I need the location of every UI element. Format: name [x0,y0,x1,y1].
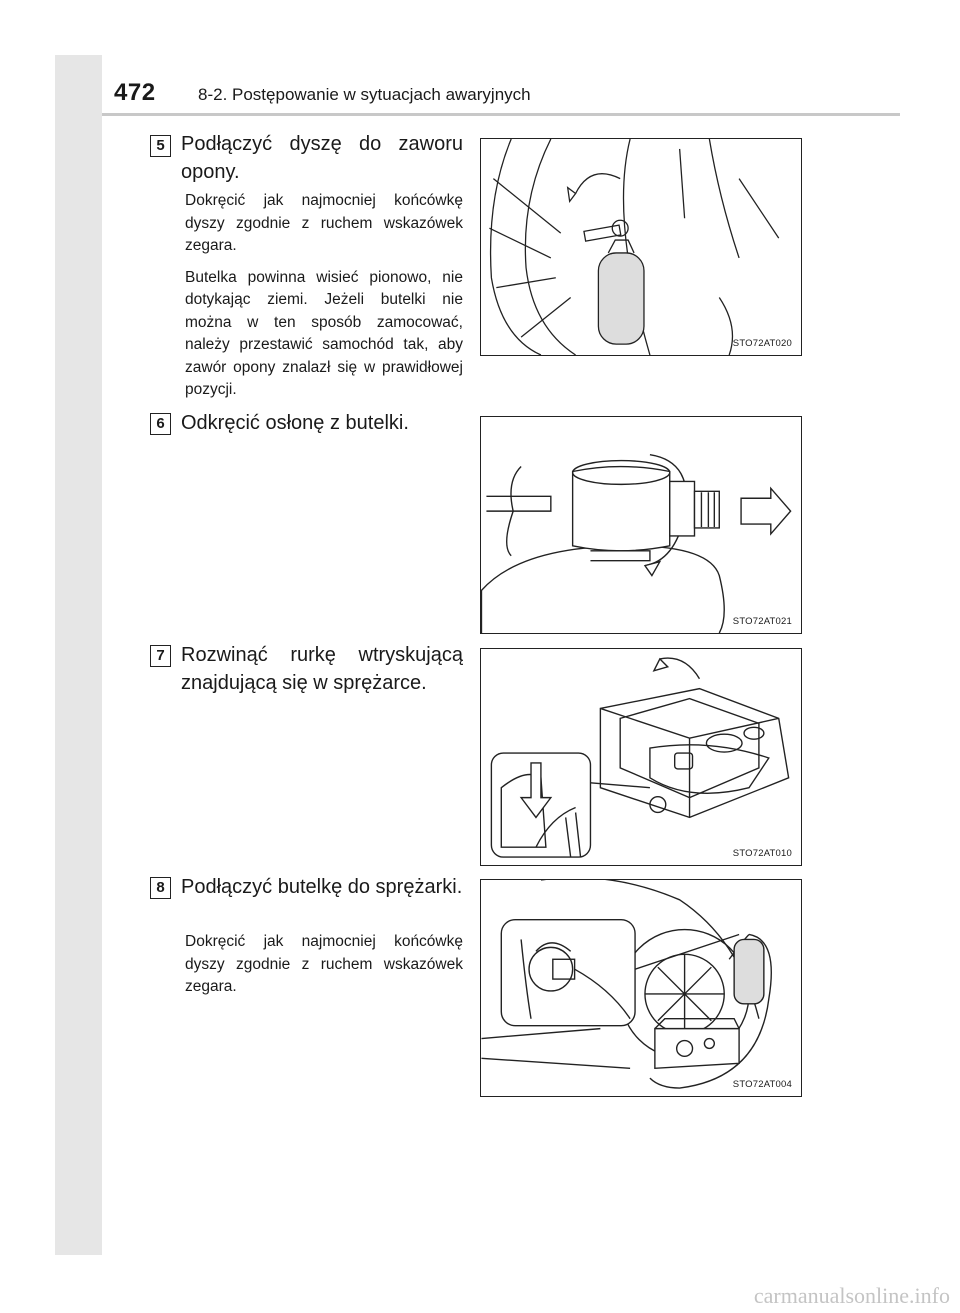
step-number-8: 8 [150,877,171,899]
step-number-7: 7 [150,645,171,667]
illustration-code: STO72AT020 [732,338,792,349]
chapter-title: 8-2. Postępowanie w sytuacjach awaryjnych [198,85,531,104]
step-5-paragraph: Dokręcić jak najmocniej końcówkę dyszy zgodnie z ruchem wskazówek zegara. [185,192,463,254]
compressor-tube-illustration [481,649,801,865]
illustration-code: STO72AT021 [732,616,792,627]
illustration-valve-nozzle [480,138,802,356]
step-8-paragraph: Dokręcić jak najmocniej końcówkę dyszy zgodnie z ruchem wskazówek zegara. [185,933,463,995]
step-8-title: Podłączyć butelkę do sprężarki. [181,876,463,898]
page-number: 472 [114,79,156,106]
step-5-title: Podłączyć dyszę do zaworu opony. [181,133,463,183]
step-5-body [185,190,463,411]
step-8-body [185,931,463,1008]
page-header [102,75,900,116]
illustration-bottle-compressor [480,879,802,1097]
step-5-paragraph: Butelka powinna wisieć pionowo, nie dotykając ziemi. Jeżeli butelki nie można w ten sposób zamocować, należy przestawić samochód tak, aby zawór opony znalazł się w prawidłowej pozycji. [185,268,463,398]
illustration-compressor-tube [480,648,802,866]
bottle-compressor-illustration [481,880,801,1096]
step-6-title: Odkręcić osłonę z butelki. [181,412,409,434]
step-7-title: Rozwinąć rurkę wtryskującą znajdującą się w sprężarce. [181,644,463,694]
bottle-cap-illustration [481,417,801,633]
step-number-6: 6 [150,413,171,435]
illustration-code: STO72AT010 [732,848,792,859]
step-number-5: 5 [150,135,171,157]
illustration-code: STO72AT004 [732,1079,792,1090]
tire-valve-illustration [481,139,801,355]
illustration-bottle-cap [480,416,802,634]
watermark: carmanualsonline.info [753,1283,950,1308]
side-tab-band [55,55,102,1255]
